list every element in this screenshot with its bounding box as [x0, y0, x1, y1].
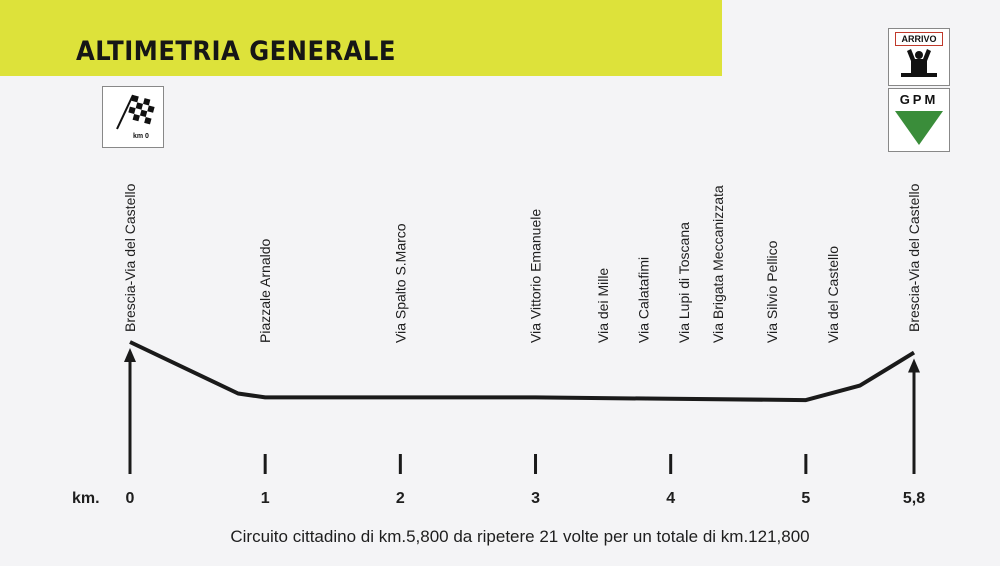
- x-tick-label: 2: [395, 490, 405, 507]
- location-label: Brescia-Via del Castello: [906, 183, 922, 332]
- chart-caption: Circuito cittadino di km.5,800 da ripetere 21 volte per un totale di km.121,800: [230, 527, 810, 546]
- x-tick-label: 3: [531, 490, 540, 507]
- location-label: Via Lupi di Toscana: [676, 222, 693, 343]
- location-label: Piazzale Arnaldo: [257, 238, 274, 343]
- location-label: Via del Castello: [824, 245, 841, 343]
- location-label: Brescia-Via del Castello: [122, 183, 138, 332]
- page-title: ALTIMETRIA GENERALE: [76, 36, 396, 67]
- x-tick-label: 0: [125, 490, 135, 507]
- finish-arrow-head: [908, 359, 920, 373]
- location-label: Via Spalto S.Marco: [392, 223, 409, 343]
- elevation-profile-line: [130, 342, 914, 400]
- x-tick-label: 4: [666, 490, 676, 507]
- x-tick-label: 1: [260, 490, 270, 507]
- x-tick-label: 5,8: [902, 490, 926, 507]
- location-label: Via Calatafimi: [635, 256, 652, 343]
- start-arrow-head: [124, 348, 136, 362]
- x-axis-unit-label: km.: [72, 490, 100, 507]
- gpm-label: GPM: [899, 92, 939, 107]
- location-label: Via Vittorio Emanuele: [527, 208, 544, 343]
- start-km-label: km 0: [133, 133, 149, 140]
- location-label: Via Silvio Pellico: [764, 240, 781, 343]
- finish-label: ARRIVO: [895, 32, 943, 46]
- x-tick-label: 5: [801, 490, 811, 507]
- location-label: Via Brigata Meccanizzata: [710, 185, 726, 343]
- location-label: Via dei Mille: [595, 267, 612, 343]
